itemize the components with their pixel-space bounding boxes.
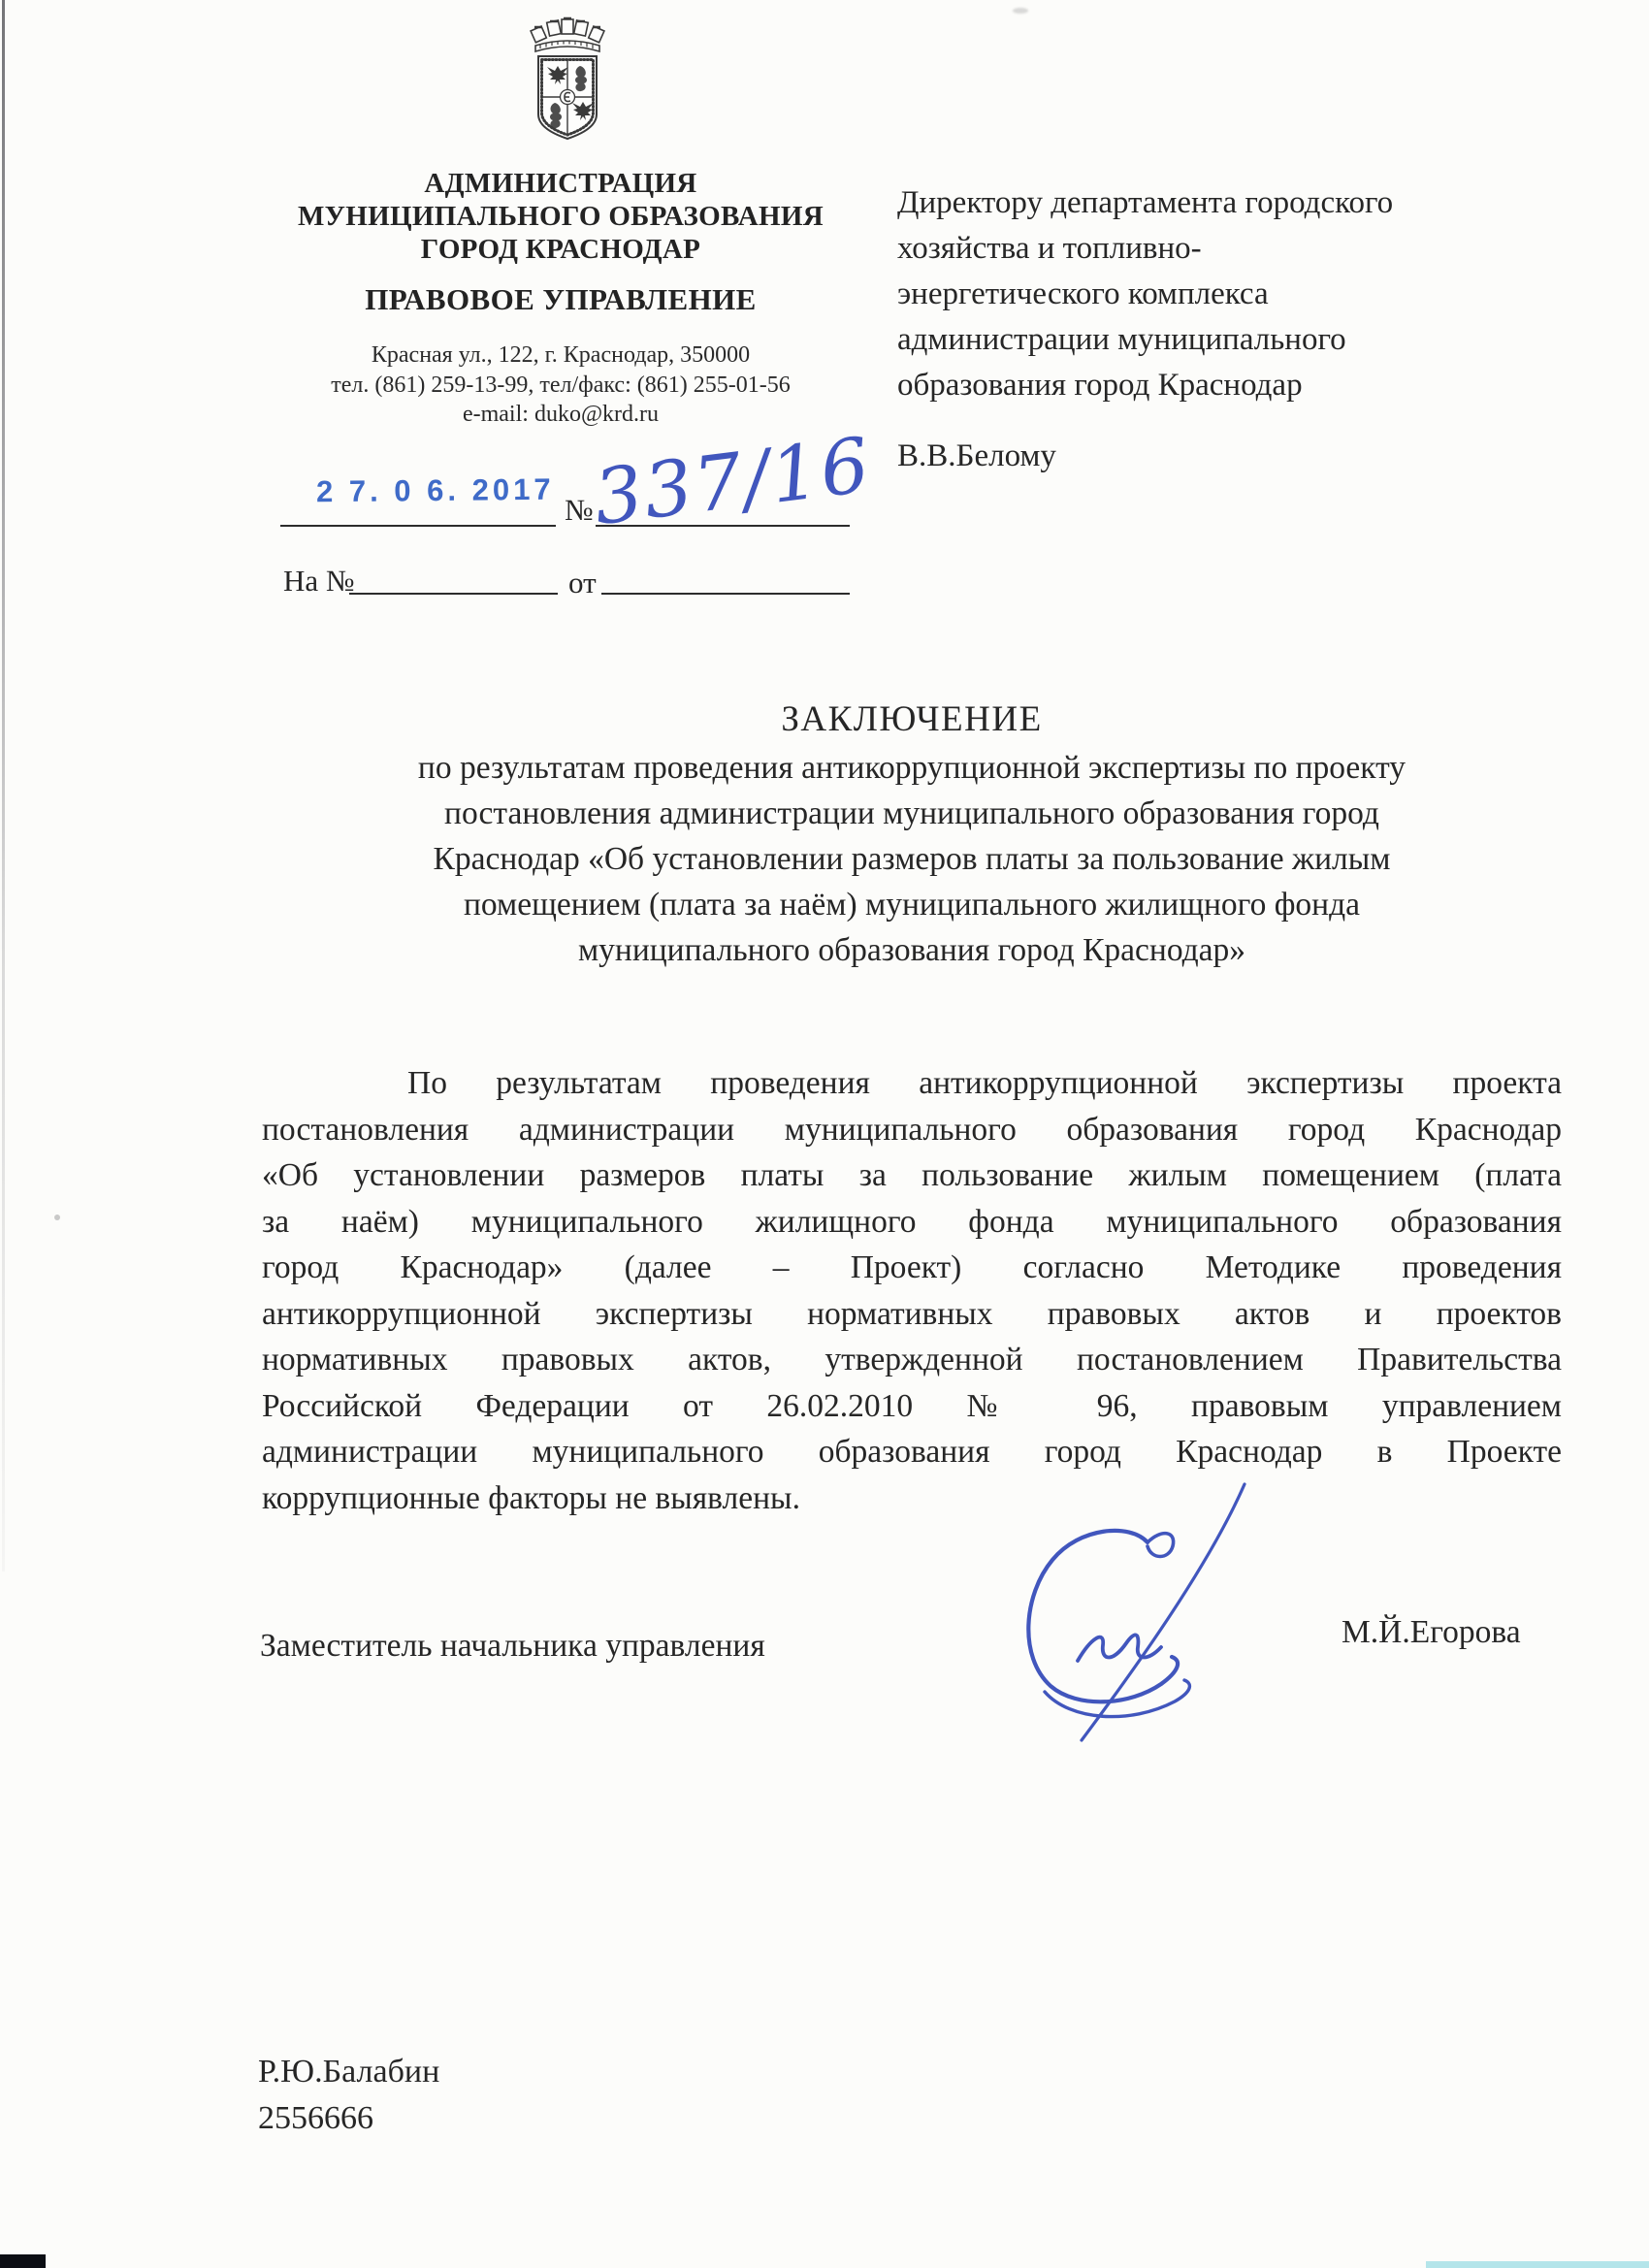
body-line: постановления администрации муниципального образования город Краснодар <box>262 1111 1562 1148</box>
executor-name: Р.Ю.Балабин <box>258 2054 440 2090</box>
scan-edge-artifact <box>2 0 5 1571</box>
body-line: город Краснодар» (далее – Проект) согласно Методике проведения <box>262 1249 1562 1285</box>
reply-date-label: от <box>568 566 597 599</box>
address-line2: тел. (861) 259-13-99, тел/факс: (861) 255-01-56 <box>331 372 791 398</box>
letterhead <box>270 167 852 430</box>
scan-speck <box>54 1215 60 1220</box>
org-name-line1: АДМИНИСТРАЦИЯ <box>424 168 697 199</box>
address-line3: e-mail: duko@krd.ru <box>462 402 660 427</box>
subtitle-line: муниципального образования город Краснодар» <box>577 932 1246 968</box>
recipient-line: хозяйства и топливно- <box>897 231 1202 266</box>
address-block <box>270 340 852 430</box>
date-stamp: 2 7. 0 6. 2017 <box>315 471 555 509</box>
recipient-name: В.В.Белому <box>897 438 1056 473</box>
scan-bottom-artifact <box>1426 2261 1649 2268</box>
body-line: нормативных правовых актов, утвержденной постановлением Правительства <box>262 1342 1562 1377</box>
address-line1: Красная ул., 122, г. Краснодар, 350000 <box>371 342 751 368</box>
body-line: Российской Федерации от 26.02.2010 № 96, правовым управлением <box>262 1387 1562 1424</box>
number-value-handwritten: 337/16 <box>589 421 876 543</box>
scan-corner-artifact <box>0 2254 46 2268</box>
signature-icon <box>985 1467 1319 1748</box>
date-underline <box>280 525 556 527</box>
subtitle-line: Краснодар «Об установлении размеров платы за пользование жилым <box>433 841 1391 877</box>
executor-block <box>258 2049 439 2142</box>
recipient-line: Директору департамента городского <box>897 185 1394 220</box>
recipient-block <box>897 180 1499 479</box>
body-line: за наём) муниципального жилищного фонда муниципального образования <box>262 1203 1562 1240</box>
recipient-line: образования город Краснодар <box>897 368 1303 403</box>
body-line: администрации муниципального образования город Краснодар в Проекте <box>262 1434 1562 1470</box>
subtitle-line: постановления администрации муниципального образования город <box>444 795 1379 831</box>
subtitle-line: помещением (плата за наём) муниципального жилищного фонда <box>463 887 1360 923</box>
body-paragraph <box>262 1065 1562 1526</box>
document-subtitle <box>330 745 1494 973</box>
org-name-line3: ГОРОД КРАСНОДАР <box>420 234 701 265</box>
subtitle-line: по результатам проведения антикоррупционной экспертизы по проекту <box>417 750 1406 786</box>
document-title: ЗАКЛЮЧЕНИЕ <box>781 699 1043 739</box>
signer-name: М.Й.Егорова <box>1342 1614 1521 1650</box>
reply-number-label: На № <box>283 564 355 598</box>
recipient-line: администрации муниципального <box>897 322 1346 357</box>
executor-phone: 2556666 <box>258 2100 373 2136</box>
body-line: «Об установлении размеров платы за пользование жилым помещением (плата <box>262 1157 1562 1193</box>
scan-speck <box>1013 8 1028 14</box>
signer-position: Заместитель начальника управления <box>260 1628 765 1664</box>
reply-number-underline <box>349 593 558 595</box>
body-line: антикоррупционной экспертизы нормативных правовых актов и проектов <box>262 1295 1562 1332</box>
org-name-line2: МУНИЦИПАЛЬНОГО ОБРАЗОВАНИЯ <box>298 201 824 232</box>
coat-of-arms-icon <box>527 16 608 146</box>
reply-date-underline <box>601 593 850 595</box>
number-underline <box>596 525 850 527</box>
department-name: ПРАВОВОЕ УПРАВЛЕНИЕ <box>365 282 757 316</box>
body-line: коррупционные факторы не выявлены. <box>262 1479 800 1516</box>
recipient-line: энергетического комплекса <box>897 276 1269 311</box>
body-line: По результатам проведения антикоррупционной экспертизы проекта <box>407 1065 1562 1101</box>
number-label: № <box>565 493 594 527</box>
